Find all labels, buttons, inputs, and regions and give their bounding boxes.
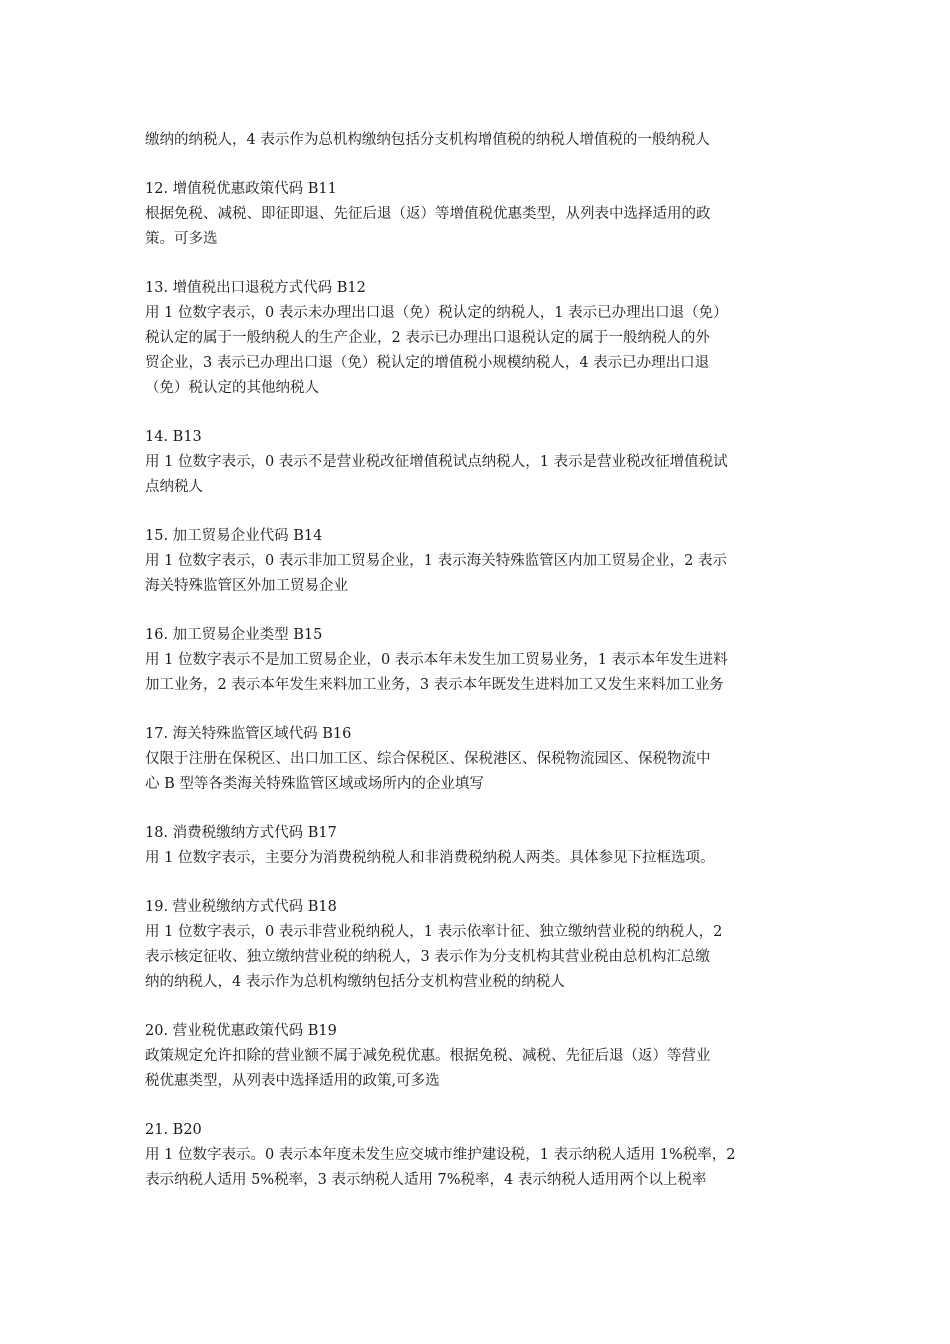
paragraph-line: 用 1 位数字表示，0 表示非加工贸易企业，1 表示海关特殊监管区内加工贸易企业，2 表示 (145, 553, 727, 569)
section-heading: 18. 消费税缴纳方式代码 B17 (145, 825, 337, 841)
section-b11 (145, 177, 813, 252)
paragraph-line: 海关特殊监管区外加工贸易企业 (145, 578, 348, 594)
section-b19 (145, 1019, 813, 1094)
section-heading: 12. 增值税优惠政策代码 B11 (145, 181, 337, 197)
paragraph-line: 税认定的属于一般纳税人的生产企业，2 表示已办理出口退税认定的属于一般纳税人的外 (145, 330, 710, 346)
section-heading: 20. 营业税优惠政策代码 B19 (145, 1023, 337, 1039)
paragraph-line: 纳的纳税人，4 表示作为总机构缴纳包括分支机构营业税的纳税人 (145, 974, 565, 990)
paragraph-line: 贸企业，3 表示已办理出口退（免）税认定的增值税小规模纳税人，4 表示已办理出口退 (145, 355, 710, 371)
paragraph-line: 税优惠类型，从列表中选择适用的政策,可多选 (145, 1073, 440, 1089)
paragraph-line: 用 1 位数字表示，0 表示不是营业税改征增值税试点纳税人，1 表示是营业税改征增值税试 (145, 454, 728, 470)
section-heading: 16. 加工贸易企业类型 B15 (145, 627, 323, 643)
document-page (145, 128, 813, 1217)
paragraph-line: 用 1 位数字表示，0 表示未办理出口退（免）税认定的纳税人，1 表示已办理出口退（免） (145, 305, 728, 321)
paragraph-line: 策。可多选 (145, 231, 218, 247)
paragraph-line: 用 1 位数字表示，主要分为消费税纳税人和非消费税纳税人两类。具体参见下拉框选项。 (145, 850, 715, 866)
section-heading: 15. 加工贸易企业代码 B14 (145, 528, 323, 544)
paragraph-line: 根据免税、减税、即征即退、先征后退（返）等增值税优惠类型，从列表中选择适用的政 (145, 206, 711, 222)
paragraph-line: 表示核定征收、独立缴纳营业税的纳税人，3 表示作为分支机构其营业税由总机构汇总缴 (145, 949, 710, 965)
section-b20 (145, 1118, 813, 1193)
paragraph-line: 心 B 型等各类海关特殊监管区域或场所内的企业填写 (145, 776, 484, 792)
section-b16 (145, 722, 813, 797)
section-heading: 14. B13 (145, 429, 202, 445)
section-heading: 19. 营业税缴纳方式代码 B18 (145, 899, 337, 915)
paragraph-line: 仅限于注册在保税区、出口加工区、综合保税区、保税港区、保税物流园区、保税物流中 (145, 751, 711, 767)
paragraph-line: 用 1 位数字表示不是加工贸易企业，0 表示本年未发生加工贸易业务，1 表示本年发生进料 (145, 652, 728, 668)
section-heading: 21. B20 (145, 1122, 202, 1138)
paragraph-line: 用 1 位数字表示。0 表示本年度未发生应交城市维护建设税，1 表示纳税人适用 1%税率，2 (145, 1147, 736, 1163)
intro-paragraph (145, 128, 813, 153)
section-b18 (145, 895, 813, 995)
section-b12 (145, 276, 813, 401)
paragraph-line: （免）税认定的其他纳税人 (145, 380, 319, 396)
section-b15 (145, 623, 813, 698)
section-b13 (145, 425, 813, 500)
section-heading: 17. 海关特殊监管区域代码 B16 (145, 726, 352, 742)
paragraph-line: 表示纳税人适用 5%税率，3 表示纳税人适用 7%税率，4 表示纳税人适用两个以上税率 (145, 1172, 707, 1188)
paragraph-line: 缴纳的纳税人，4 表示作为总机构缴纳包括分支机构增值税的纳税人增值税的一般纳税人 (145, 132, 710, 148)
section-b17 (145, 821, 813, 871)
paragraph-line: 用 1 位数字表示，0 表示非营业税纳税人，1 表示依率计征、独立缴纳营业税的纳税人，2 (145, 924, 723, 940)
section-heading: 13. 增值税出口退税方式代码 B12 (145, 280, 366, 296)
paragraph-line: 政策规定允许扣除的营业额不属于减免税优惠。根据免税、减税、先征后退（返）等营业 (145, 1048, 711, 1064)
paragraph-line: 点纳税人 (145, 479, 203, 495)
section-b14 (145, 524, 813, 599)
paragraph-line: 加工业务，2 表示本年发生来料加工业务，3 表示本年既发生进料加工又发生来料加工业务 (145, 677, 724, 693)
